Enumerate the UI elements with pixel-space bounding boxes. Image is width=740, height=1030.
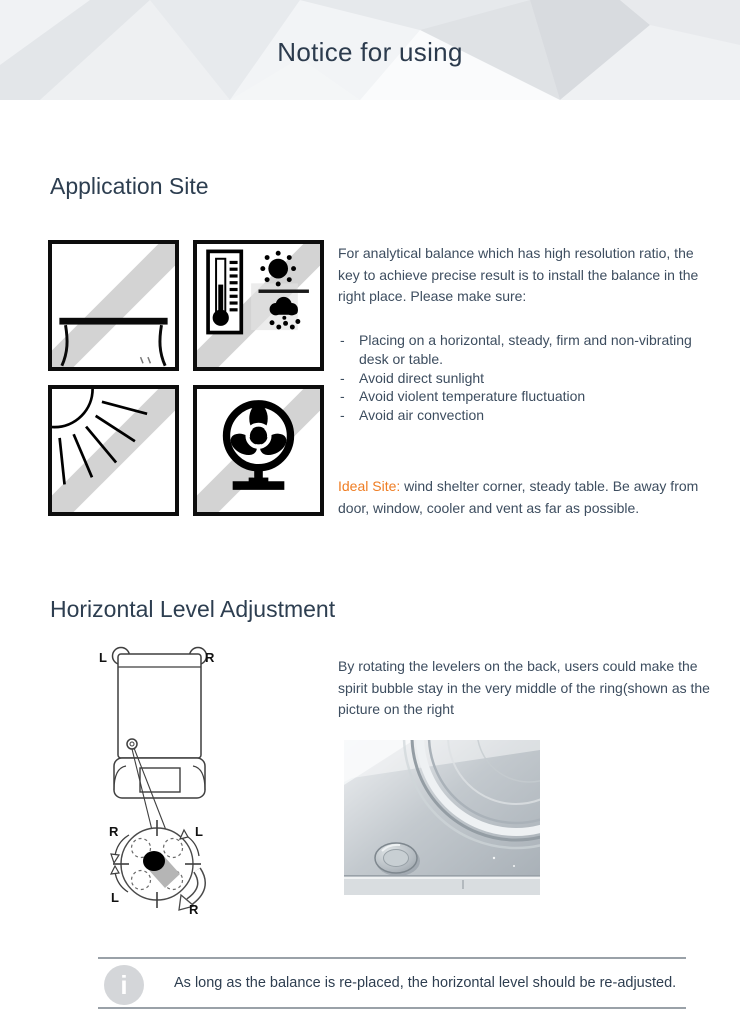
no-air-convection-icon [193, 385, 324, 516]
bullet-text: Placing on a horizontal, steady, firm and non-vibrating desk or table. [359, 332, 692, 367]
balance-photo [344, 740, 540, 895]
page-banner [0, 0, 740, 100]
ideal-site-text: wind shelter corner, steady table. Be away from door, window, cooler and vent as far as possible. [338, 478, 699, 516]
leveler-diagram [85, 644, 225, 916]
page-title: Notice for using [277, 37, 463, 67]
application-site-intro: For analytical balance which has high resolution ratio, the key to achieve precise result is to install the balance in the right place. Please make sure: [338, 245, 699, 304]
bullet-text: Avoid violent temperature fluctuation [359, 388, 586, 405]
ideal-site-label: Ideal Site: [338, 478, 401, 494]
knob-bottom-left-label: L [111, 890, 119, 905]
bullet-marker: - [340, 407, 345, 424]
application-site-heading: Application Site [50, 173, 209, 199]
bullet-text: Avoid air convection [359, 407, 485, 424]
bullet-marker: - [340, 388, 345, 405]
bullet-text: Avoid direct sunlight [359, 369, 485, 386]
knob-bottom-right-label: R [189, 902, 199, 916]
ideal-site-paragraph [338, 476, 710, 519]
balance-left-label: L [99, 650, 107, 665]
no-direct-sunlight-icon [48, 385, 179, 516]
no-temperature-fluctuation-icon [193, 240, 324, 371]
note-bar [98, 957, 686, 1009]
bullet-marker: - [340, 332, 345, 348]
list-item [338, 406, 710, 425]
info-icon: i [104, 965, 144, 1005]
balance-right-label: R [205, 650, 215, 665]
no-unsteady-table-icon [48, 240, 179, 371]
horizontal-level-body: By rotating the levelers on the back, users could make the spirit bubble stay in the very middle of the ring(shown as the picture on the right [338, 658, 710, 717]
list-item [338, 331, 710, 369]
knob-top-left-label: R [109, 824, 119, 839]
horizontal-level-heading: Horizontal Level Adjustment [50, 596, 336, 622]
application-site-bullet-list [338, 331, 710, 425]
list-item [338, 369, 710, 388]
bullet-marker: - [340, 369, 345, 386]
note-text: As long as the balance is re-placed, the horizontal level should be re-adjusted. [174, 975, 677, 991]
list-item [338, 387, 710, 406]
knob-top-right-label: L [195, 824, 203, 839]
